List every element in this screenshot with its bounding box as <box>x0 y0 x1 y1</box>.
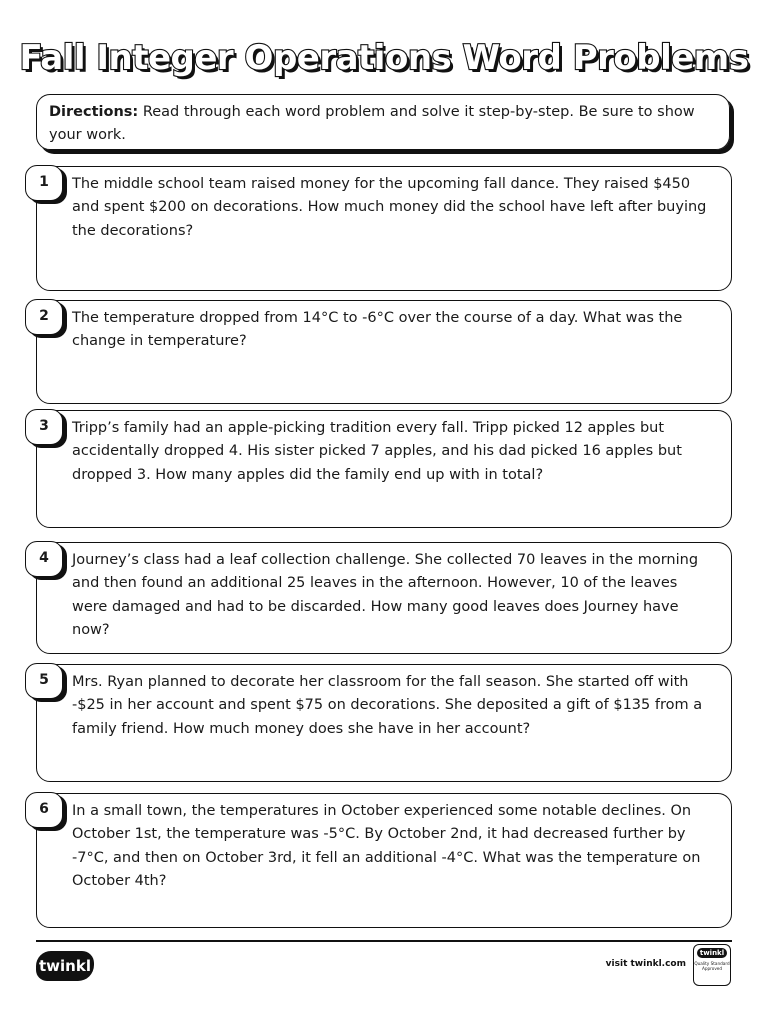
problem-card-1 <box>36 166 732 291</box>
directions-label: Directions: <box>49 104 139 120</box>
problem-text-2: The temperature dropped from 14°C to -6°C over the course of a day. What was the change in temperature? <box>72 310 683 350</box>
problem-card-4 <box>36 542 732 654</box>
problem-card-2 <box>36 300 732 404</box>
footer-divider <box>36 940 732 942</box>
directions-box <box>36 94 730 150</box>
problem-number-5: 5 <box>25 663 63 699</box>
problem-number-1: 1 <box>25 165 63 201</box>
problem-text-1: The middle school team raised money for the upcoming fall dance. They raised $450 and spent $200 on decorations. How much money did the school have left after buying the decorations? <box>72 176 707 239</box>
quality-badge <box>693 944 731 986</box>
problem-card-6 <box>36 793 732 928</box>
page-title: Fall Integer Operations Word Problems <box>19 38 749 78</box>
problem-card-3 <box>36 410 732 528</box>
problem-text-4: Journey’s class had a leaf collection challenge. She collected 70 leaves in the morning and then found an additional 25 leaves in the afternoon. However, 10 of the leaves were damaged and had to be discarded. How many good leaves does Journey have now? <box>72 552 699 638</box>
problem-number-2: 2 <box>25 299 63 335</box>
twinkl-logo[interactable]: twinkl <box>36 951 94 981</box>
problem-text-6: In a small town, the temperatures in October experienced some notable declines. On October 1st, the temperature was -5°C. By October 2nd, it had decreased further by -7°C, and then on October 3rd, it fell an additional -4°C. What was the temperature on October 4th? <box>72 803 701 889</box>
problem-card-5 <box>36 664 732 782</box>
problem-number-4: 4 <box>25 541 63 577</box>
problem-text-5: Mrs. Ryan planned to decorate her classroom for the fall season. She started off with -$25 in her account and spent $75 on decorations. She deposited a gift of $135 from a family friend. How much money does she have in her account? <box>72 674 703 737</box>
problem-number-3: 3 <box>25 409 63 445</box>
problem-text-3: Tripp’s family had an apple-picking tradition every fall. Tripp picked 12 apples but accidentally dropped 4. His sister picked 7 apples, and his dad picked 16 apples but dropped 3. How many apples did the family end up with in total? <box>72 420 682 483</box>
badge-text: Quality Standard Approved <box>694 961 730 971</box>
problem-number-6: 6 <box>25 792 63 828</box>
directions-text: Read through each word problem and solve it step-by-step. Be sure to show your work. <box>49 104 695 143</box>
visit-link[interactable]: visit twinkl.com <box>605 959 686 969</box>
badge-logo: twinkl <box>697 948 727 958</box>
